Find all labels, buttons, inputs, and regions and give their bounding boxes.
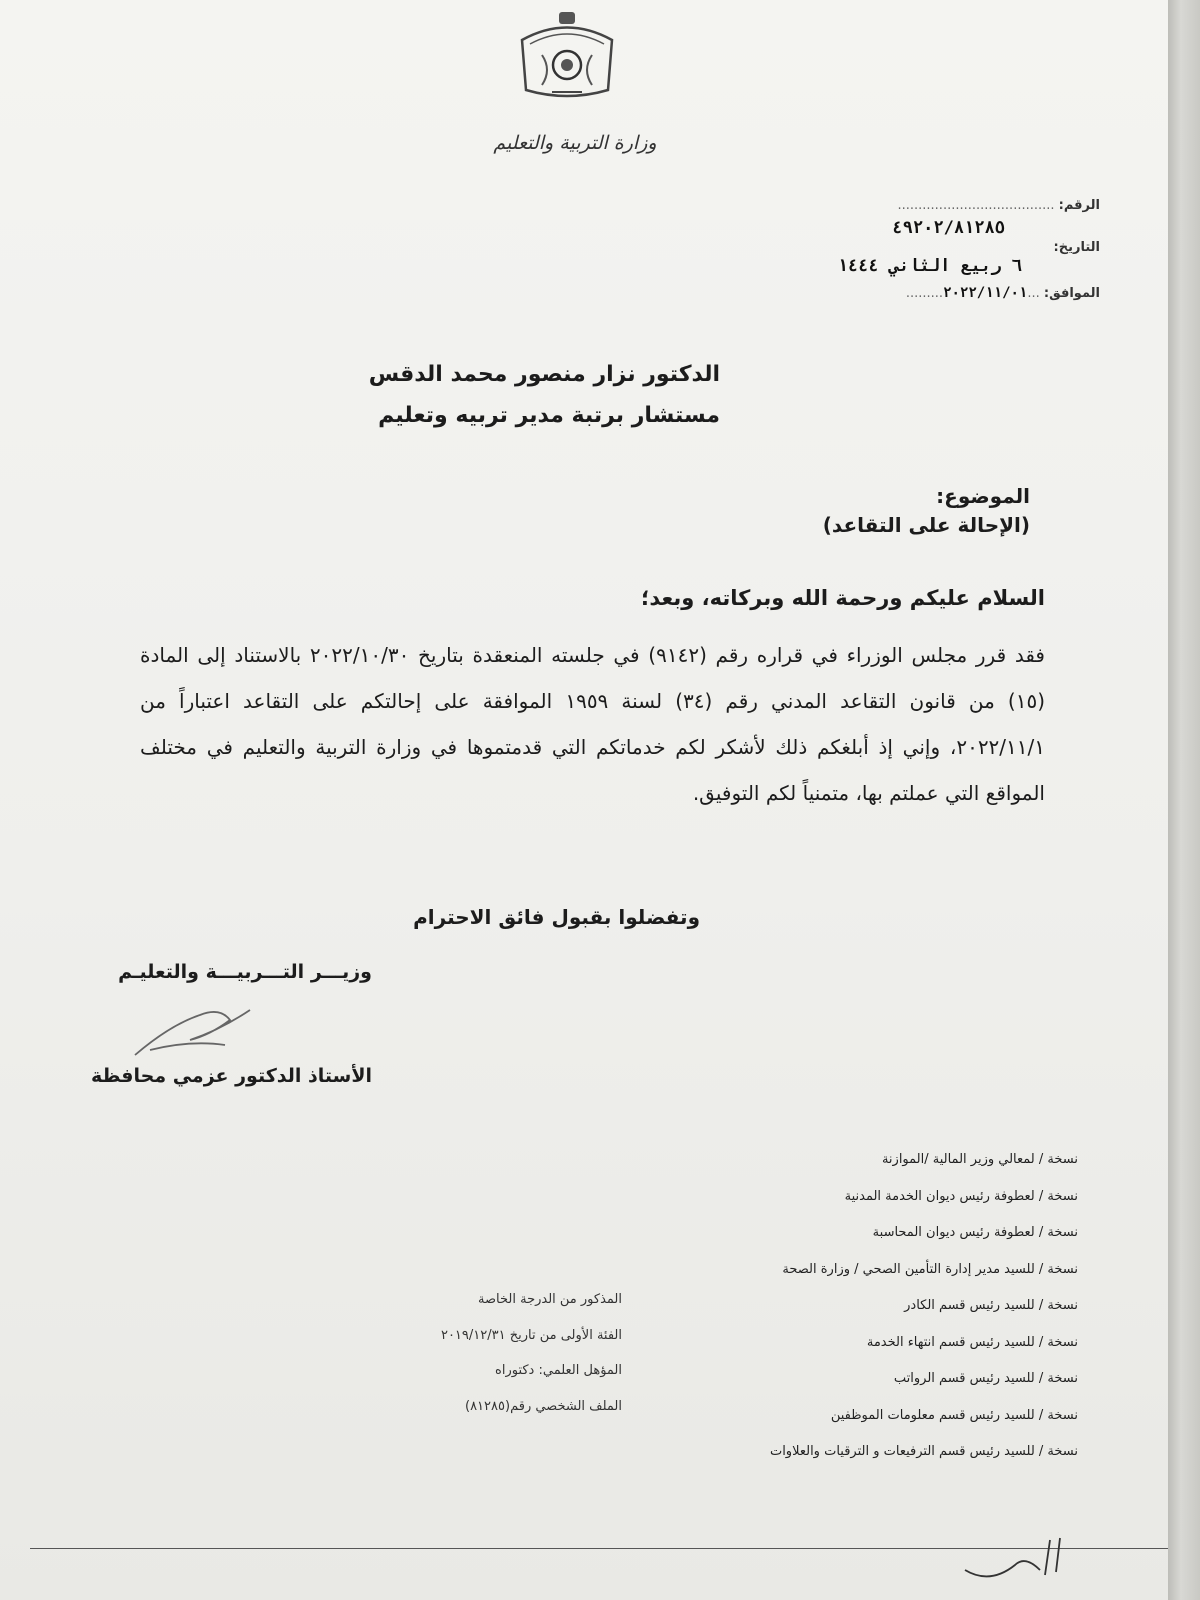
closing-line: وتفضلوا بقبول فائق الاحترام — [413, 905, 700, 929]
reference-date-row — [838, 256, 1022, 276]
jordan-coat-of-arms-icon — [512, 10, 622, 105]
employee-grade: المذكور من الدرجة الخاصة — [478, 1292, 622, 1307]
reference-date-label: التاريخ: — [1053, 240, 1100, 255]
copy-recipient: نسخة / للسيد مدير إدارة التأمين الصحي / وزارة الصحة — [782, 1261, 1078, 1277]
copy-recipient: نسخة / للسيد رئيس قسم الترفيعات و الترقيات والعلاوات — [769, 1444, 1078, 1459]
greeting: السلام عليكم ورحمة الله وبركاته، وبعد؛ — [640, 586, 1045, 610]
copy-recipient: نسخة / لعطوفة رئيس ديوان المحاسبة — [872, 1225, 1078, 1240]
employee-file-number: الملف الشخصي رقم(٨١٢٨٥) — [465, 1398, 622, 1414]
ministry-name: وزارة التربية والتعليم — [493, 132, 657, 154]
page-edge — [1168, 0, 1200, 1600]
copy-recipient: نسخة / لمعالي وزير المالية /الموازنة — [881, 1152, 1078, 1167]
signature-name: الأستاذ الدكتور عزمي محافظة — [91, 1065, 372, 1087]
employee-qualification: المؤهل العلمي: دكتوراه — [495, 1363, 622, 1378]
handwritten-signature — [130, 995, 260, 1065]
copy-recipient: نسخة / للسيد رئيس قسم الرواتب — [893, 1371, 1078, 1386]
reference-corresponding-row: الموافق: ...٢٠٢٢/١١/٠١......... — [905, 285, 1100, 301]
employee-category: الفئة الأولى من تاريخ ٢٠١٩/١٢/٣١ — [440, 1327, 622, 1343]
copies-list — [678, 1150, 1078, 1479]
body-paragraph: فقد قرر مجلس الوزراء في قراره رقم (٩١٤٢) في جلسته المنعقدة بتاريخ ٢٠٢٢/١٠/٣٠ بالاستناد إلى المادة (١٥) من قانون التقاعد المدني رقم (٣٤) لسنة ١٩٥٩ الموافقة على إحالتكم على التقاعد اعتباراً من ٢٠٢٢/١١/١، وإني إذ أبلغكم ذلك لأشكر لكم خدماتكم التي قدمتموها في وزارة التربية والتعليم في مختلف المواقع التي عملتم بها، متمنياً لكم التوفيق. — [140, 643, 1046, 805]
initials-scribble — [960, 1530, 1070, 1590]
copy-recipient: نسخة / للسيد رئيس قسم الكادر — [904, 1298, 1078, 1313]
reference-number-label: الرقم: — [1058, 198, 1100, 213]
reference-date-gregorian: ٢٠٢٢/١١/٠١ — [943, 285, 1028, 301]
reference-corresponding-label: الموافق: — [1043, 286, 1100, 301]
reference-number-row — [892, 218, 1005, 238]
signature-position: وزيـــر التـــربيـــة والتعليـم — [118, 961, 372, 983]
copy-recipient: نسخة / لعطوفة رئيس ديوان الخدمة المدنية — [844, 1188, 1078, 1204]
reference-date-hijri: ٦ ربيع الثاني ١٤٤٤ — [837, 256, 1022, 276]
employee-info — [362, 1290, 622, 1432]
reference-date-row — [1054, 240, 1100, 255]
copy-recipient: نسخة / للسيد رئيس قسم انتهاء الخدمة — [866, 1334, 1078, 1350]
addressee-title: مستشار برتبة مدير تربيه وتعليم — [378, 403, 720, 428]
reference-number-row: الرقم: ...................................... — [897, 198, 1100, 213]
reference-number-value: ٤٩٢٠٢/٨١٢٨٥ — [892, 218, 1005, 238]
copy-recipient: نسخة / للسيد رئيس قسم معلومات الموظفين — [830, 1407, 1078, 1423]
addressee-name: الدكتور نزار منصور محمد الدقس — [368, 362, 720, 387]
subject-label: الموضوع: — [936, 484, 1030, 508]
subject-text: (الإحالة على التقاعد) — [822, 513, 1030, 537]
